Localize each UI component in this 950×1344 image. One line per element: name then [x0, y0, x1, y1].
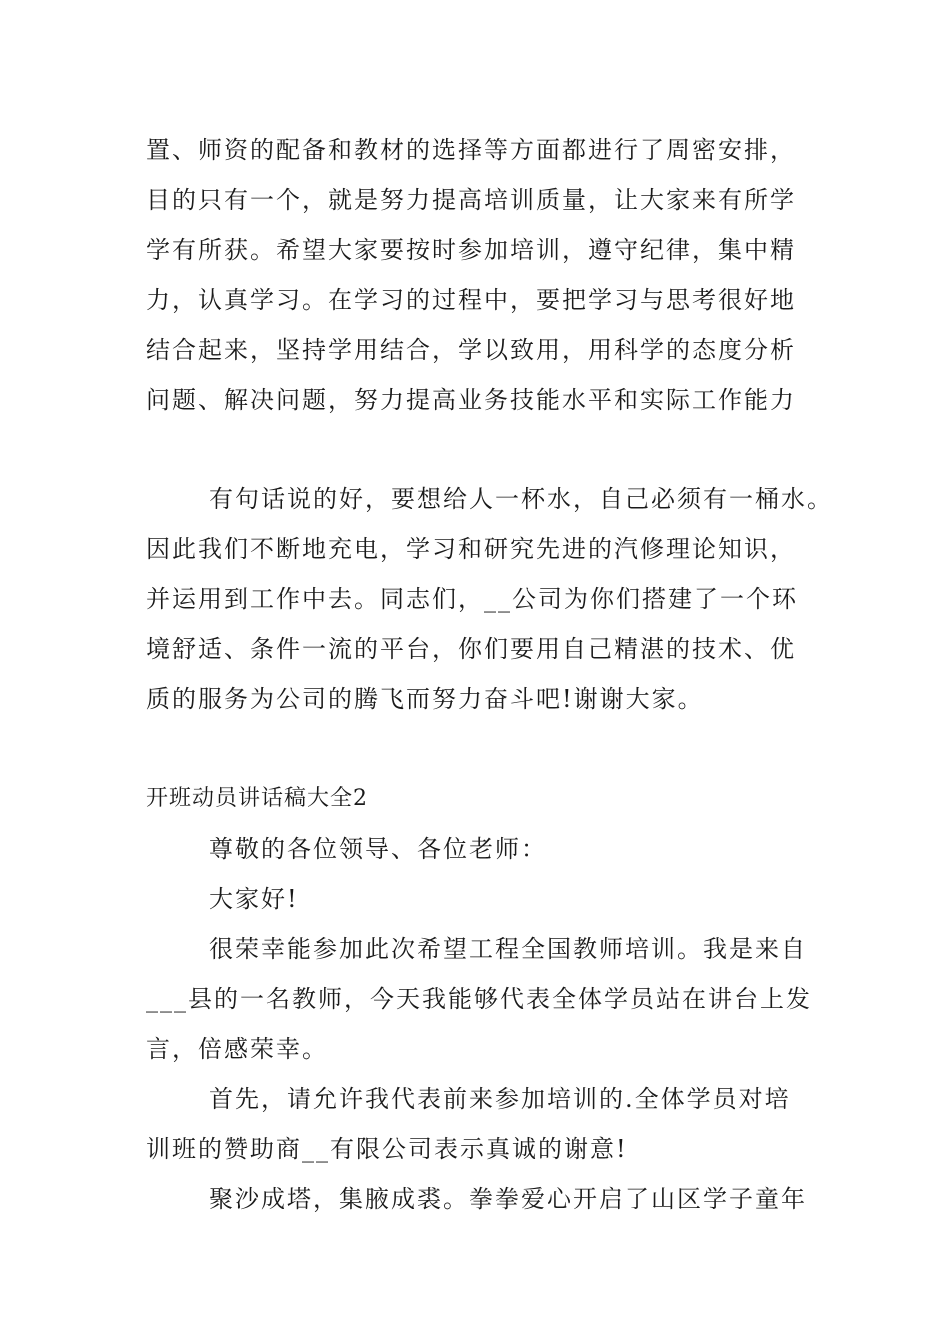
paragraph-line: 问题、解决问题，努力提高业务技能水平和实际工作能力 — [146, 386, 796, 414]
paragraph-line: 境舒适、条件一流的平台，你们要用自己精湛的技术、优 — [146, 635, 796, 663]
paragraph-line: 因此我们不断地充电，学习和研究先进的汽修理论知识， — [146, 535, 796, 563]
paragraph-line: ___县的一名教师，今天我能够代表全体学员站在讲台上发 — [146, 985, 812, 1013]
paragraph-line: 学有所获。希望大家要按时参加培训，遵守纪律，集中精 — [146, 236, 796, 264]
paragraph-line: 目的只有一个，就是努力提高培训质量，让大家来有所学 — [146, 186, 796, 214]
paragraph-line: 置、师资的配备和教材的选择等方面都进行了周密安排， — [146, 136, 796, 164]
salutation: 尊敬的各位领导、各位老师： — [209, 835, 547, 863]
paragraph-line: 很荣幸能参加此次希望工程全国教师培训。我是来自 — [209, 935, 807, 963]
paragraph-line: 有句话说的好，要想给人一杯水，自己必须有一桶水。 — [209, 485, 833, 513]
greeting: 大家好! — [209, 885, 299, 913]
paragraph-line: 质的服务为公司的腾飞而努力奋斗吧!谢谢大家。 — [146, 685, 704, 713]
paragraph-line: 结合起来，坚持学用结合，学以致用，用科学的态度分析 — [146, 336, 796, 364]
paragraph-line: 聚沙成塔，集腋成裘。拳拳爱心开启了山区学子童年 — [209, 1185, 807, 1213]
paragraph-line: 言，倍感荣幸。 — [146, 1035, 328, 1063]
paragraph-line: 训班的赞助商__有限公司表示真诚的谢意! — [146, 1135, 628, 1163]
paragraph-line: 首先，请允许我代表前来参加培训的.全体学员对培 — [209, 1085, 791, 1113]
paragraph-line: 力，认真学习。在学习的过程中，要把学习与思考很好地 — [146, 286, 796, 314]
paragraph-line: 并运用到工作中去。同志们，__公司为你们搭建了一个环 — [146, 585, 798, 613]
section-heading: 开班动员讲话稿大全2 — [146, 786, 368, 811]
